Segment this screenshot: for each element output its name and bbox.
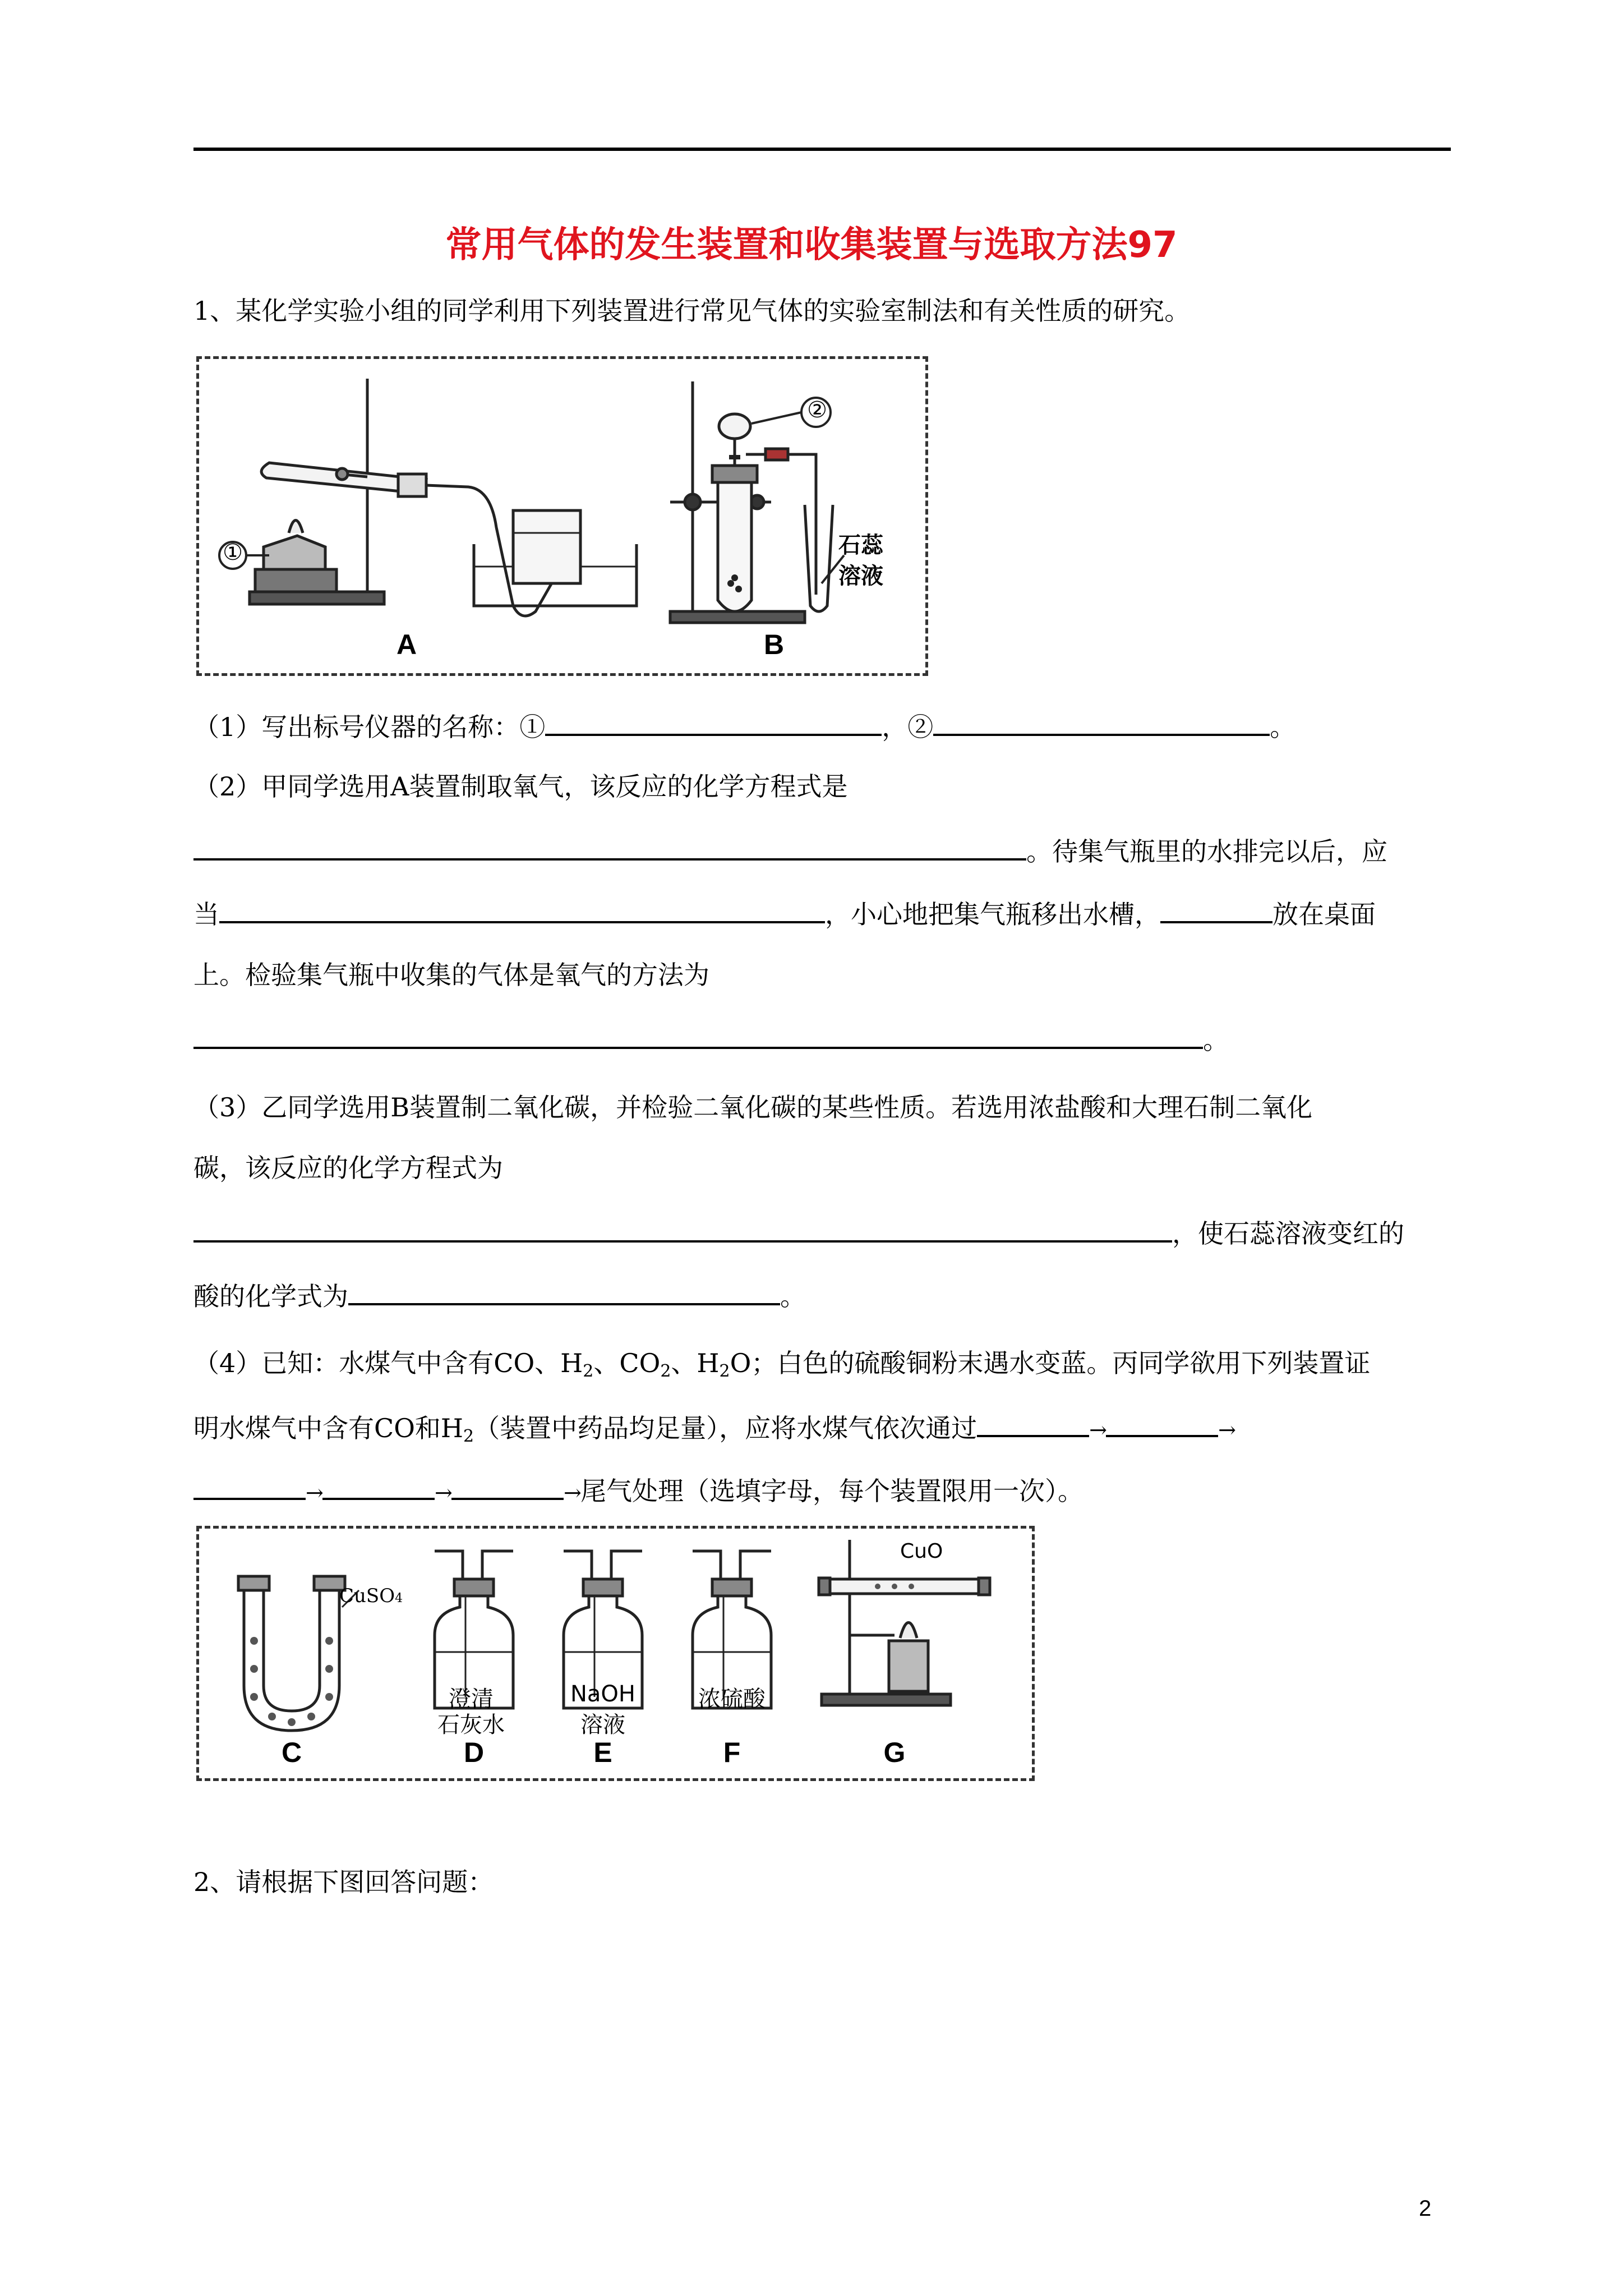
answer-blank-equation-a[interactable] (193, 832, 1026, 861)
label-e-1: NaOH (570, 1681, 635, 1707)
arrow-1: → (1089, 1418, 1107, 1442)
q1-part2-line5 (193, 1021, 1229, 1057)
answer-blank-2[interactable] (933, 708, 1270, 736)
figure-label-e: E (593, 1737, 612, 1768)
q1-part4-text-a3: 、H (671, 1348, 720, 1378)
q1-part3-line1: （3）乙同学选用B装置制二氧化碳，并检验二氧化碳的某些性质。若选用浓盐酸和大理石制二氧化 (193, 1092, 1313, 1122)
label-cuso4-sub: 4 (395, 1591, 403, 1605)
figure-1-box (196, 356, 928, 676)
answer-blank-operation[interactable] (219, 895, 825, 923)
answer-blank-equation-b[interactable] (193, 1214, 1172, 1243)
label-mark-2: ② (807, 397, 827, 423)
q1-part3-text-c: ，使石蕊溶液变红的 (1172, 1218, 1404, 1249)
arrow-5: → (564, 1480, 582, 1505)
answer-blank-1[interactable] (545, 708, 882, 736)
figure-label-d: D (463, 1737, 485, 1768)
q1-part4-sub-1: 2 (583, 1361, 594, 1381)
answer-blank-oxygen-test[interactable] (193, 1021, 1203, 1049)
label-d-2: 石灰水 (437, 1712, 505, 1738)
q1-part4-line2 (193, 1409, 1235, 1453)
q1-part4-line3 (193, 1472, 1083, 1510)
q1-part1-text-c: 。 (1270, 712, 1296, 742)
answer-blank-acid-formula[interactable] (348, 1277, 780, 1305)
q1-part4-text-c: 尾气处理（选填字母，每个装置限用一次）。 (580, 1476, 1083, 1506)
arrow-2: → (1218, 1418, 1236, 1442)
q1-part4-line1 (193, 1346, 1370, 1388)
figure-label-c: C (281, 1737, 302, 1768)
page-number: 2 (1419, 2196, 1432, 2221)
label-f-1: 浓硫酸 (698, 1686, 766, 1712)
q1-part3-line4 (193, 1277, 806, 1313)
figure-label-a: A (396, 629, 417, 660)
q1-part4-text-b2: （装置中药品均足量），应将水煤气依次通过 (474, 1413, 978, 1443)
label-litmus-2: 溶液 (838, 563, 883, 589)
page-title: 常用气体的发生装置和收集装置与选取方法97 (445, 224, 1178, 266)
q1-part4-sub-4: 2 (463, 1427, 474, 1446)
q2-intro: 2、请根据下图回答问题： (193, 1867, 494, 1897)
arrow-3: → (306, 1480, 324, 1505)
q1-part2-line2 (193, 832, 1387, 868)
label-litmus-1: 石蕊 (838, 532, 883, 558)
answer-blank-seq-5[interactable] (451, 1472, 564, 1500)
q1-part1 (193, 708, 1295, 744)
answer-blank-placement[interactable] (1160, 895, 1272, 923)
q1-part4-text-a2: 、CO (593, 1348, 661, 1378)
q1-part2-line1: （2）甲同学选用A装置制取氧气，该反应的化学方程式是 (193, 771, 848, 802)
q1-part3-text-e: 。 (780, 1281, 806, 1312)
figure-label-g: G (883, 1737, 906, 1768)
q1-part4-text-a4: O；白色的硫酸铜粉末遇水变蓝。丙同学欲用下列装置证 (730, 1348, 1371, 1378)
q1-part3-text-d: 酸的化学式为 (193, 1281, 348, 1312)
label-mark-1: ① (223, 540, 243, 565)
q1-part3-line3 (193, 1214, 1404, 1250)
figure-label-f: F (723, 1737, 741, 1768)
q1-part4-sub-2: 2 (660, 1361, 671, 1381)
arrow-4: → (435, 1480, 453, 1505)
label-d-1: 澄清 (449, 1686, 494, 1712)
q1-part3-line2: 碳，该反应的化学方程式为 (193, 1153, 503, 1183)
q1-part1-text-b: ，② (882, 712, 934, 742)
header-rule (193, 148, 1451, 151)
q1-part2-line3 (193, 895, 1376, 931)
answer-blank-seq-3[interactable] (193, 1472, 306, 1500)
q1-part2-text-g: 。 (1203, 1025, 1229, 1055)
q1-part2-text-b: 。待集气瓶里的水排完以后，应 (1026, 836, 1387, 867)
q1-part2-text-e: 放在桌面 (1272, 899, 1376, 930)
label-cuso4-text: CuSO (339, 1585, 395, 1607)
label-e-2: 溶液 (580, 1712, 625, 1738)
answer-blank-seq-1[interactable] (977, 1409, 1089, 1437)
answer-blank-seq-4[interactable] (322, 1472, 435, 1500)
figure-2-box (196, 1526, 1035, 1781)
q1-part2-line4: 上。检验集气瓶中收集的气体是氧气的方法为 (193, 960, 709, 990)
q1-part1-text-a: （1）写出标号仪器的名称：① (193, 712, 546, 742)
label-cuso4 (339, 1585, 403, 1607)
figure-label-b: B (763, 629, 785, 660)
q1-part2-text-d: ，小心地把集气瓶移出水槽， (825, 899, 1160, 930)
label-cuo: CuO (900, 1540, 943, 1563)
q1-part4-text-a: （4）已知：水煤气中含有CO、H (193, 1348, 583, 1378)
q1-intro: 1、某化学实验小组的同学利用下列装置进行常见气体的实验室制法和有关性质的研究。 (193, 296, 1191, 326)
q1-part2-text-c: 当 (193, 899, 219, 930)
q1-part4-text-b: 明水煤气中含有CO和H (193, 1413, 464, 1443)
answer-blank-seq-2[interactable] (1106, 1409, 1218, 1437)
q1-part4-sub-3: 2 (719, 1361, 730, 1381)
